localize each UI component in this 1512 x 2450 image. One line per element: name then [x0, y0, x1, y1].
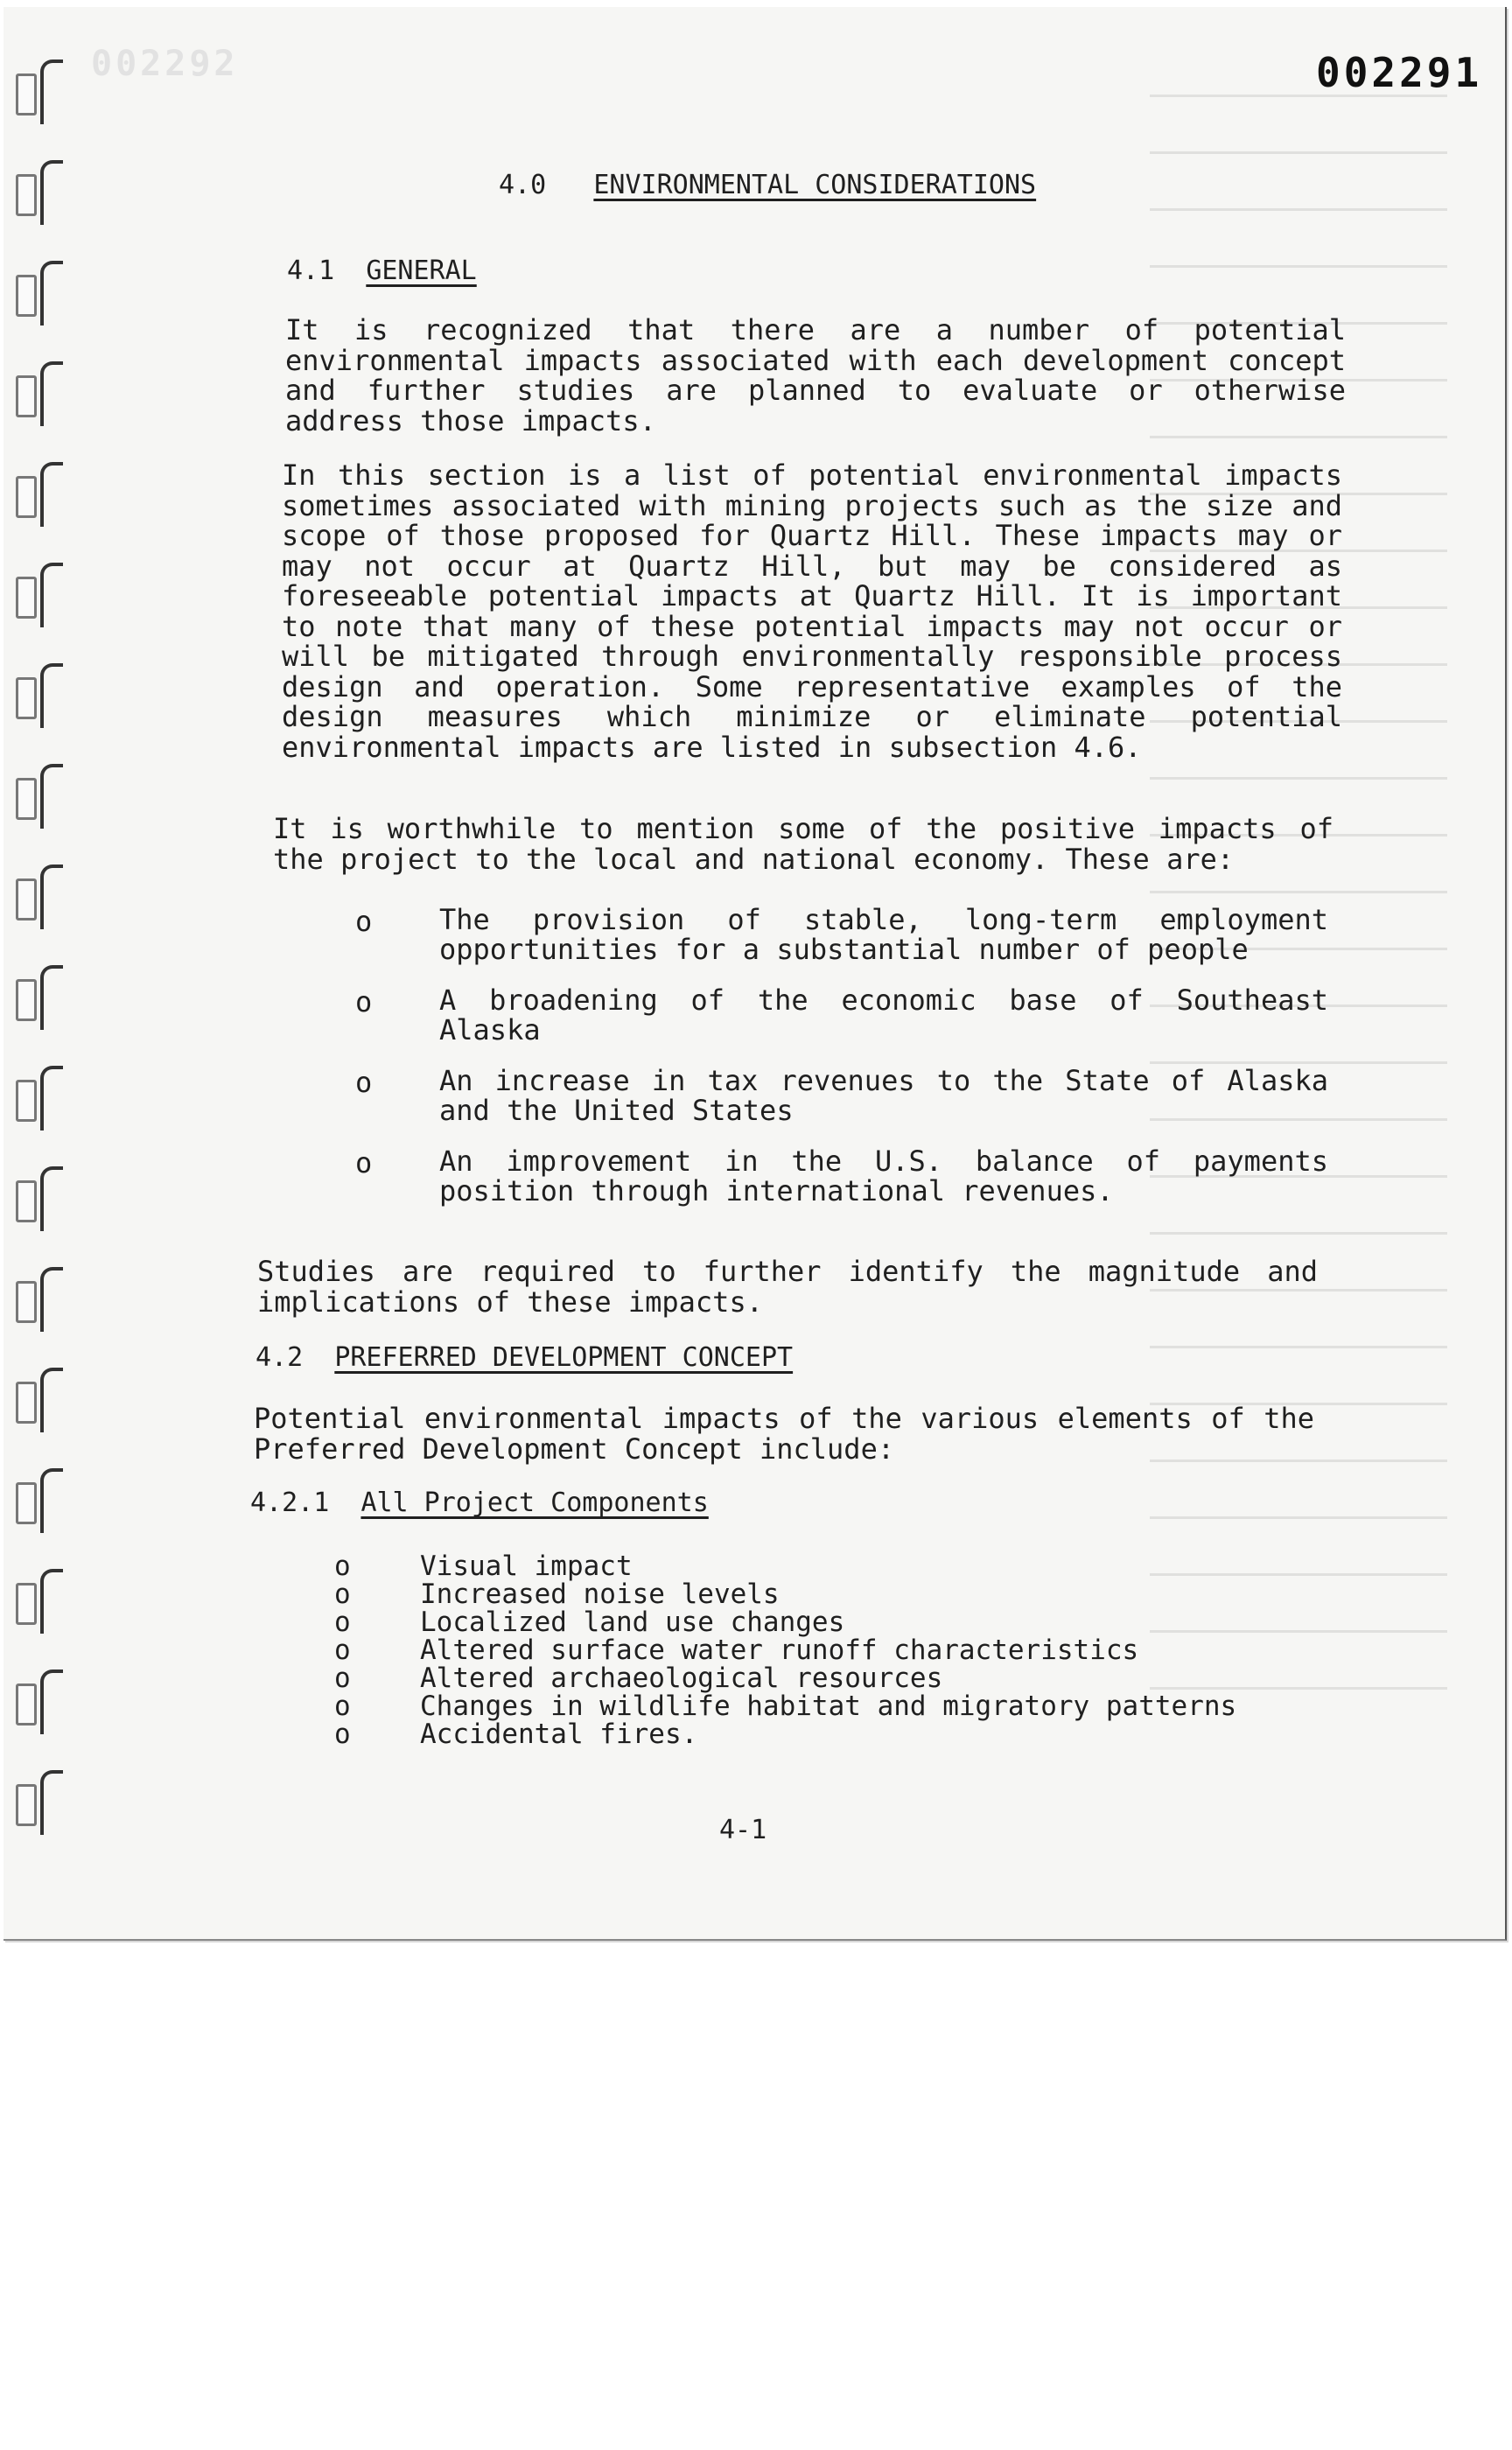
list-item-text: Increased noise levels — [420, 1578, 780, 1610]
section-title: All Project Components — [360, 1488, 709, 1518]
binding-ring-icon — [16, 1267, 68, 1320]
list-item-text: Changes in wildlife habitat and migratory patterns — [420, 1690, 1237, 1722]
list-item-text: Altered surface water runoff characteristics — [420, 1634, 1139, 1666]
bullet-marker: o — [355, 1146, 373, 1180]
faded-document-number: 002292 — [91, 44, 239, 84]
list-item — [355, 1066, 1328, 1125]
binding-ring-icon — [16, 563, 68, 615]
binding-ring-icon — [16, 1368, 68, 1420]
spiral-binding — [16, 60, 68, 1853]
bullet-marker: o — [334, 1550, 351, 1582]
document-number: 002291 — [1316, 49, 1483, 96]
list-item-text: An improvement in the U.S. balance of payments position through international revenues. — [439, 1144, 1328, 1208]
paragraph-positive-impacts: It is worthwhile to mention some of the positive impacts of the project to the local and national economy. These are: — [273, 812, 1334, 876]
bullet-marker: o — [355, 1066, 373, 1099]
paragraph-studies: Studies are required to further identify the magnitude and implications of these impacts. — [257, 1255, 1318, 1319]
page-number: 4-1 — [719, 1815, 767, 1845]
paragraph-potential-impacts: In this section is a list of potential environmental impacts sometimes associated with mining projects such as the size and scope of those proposed for Quartz Hill. These impacts may or may not occur at Quartz Hill, but may be considered as foreseeable potential impacts at Quartz Hill. It is important to note that many of these potential impacts may not occur or will be mitigated through environmentally responsible process design and operation. Some representative examples of the design measures which minimize or eliminate potential environmental impacts are listed in subsection 4.6. — [282, 458, 1342, 764]
bullet-marker: o — [355, 905, 373, 938]
bullet-marker: o — [334, 1718, 351, 1750]
binding-ring-icon — [16, 965, 68, 1018]
list-item-text: Localized land use changes — [420, 1606, 845, 1638]
list-item-text: The provision of stable, long-term employment opportunities for a substantial number of people — [439, 903, 1328, 966]
list-item-text: Visual impact — [420, 1550, 633, 1582]
bullet-marker: o — [355, 985, 373, 1018]
section-number: 4.0 — [499, 170, 547, 200]
list-item-text: Accidental fires. — [420, 1718, 698, 1750]
binding-ring-icon — [16, 1468, 68, 1521]
binding-ring-icon — [16, 462, 68, 514]
bullet-marker: o — [334, 1634, 351, 1666]
section-number: 4.2 — [256, 1342, 304, 1373]
binding-ring-icon — [16, 1670, 68, 1722]
binding-ring-icon — [16, 361, 68, 414]
list-item — [355, 1146, 1328, 1206]
bullet-marker: o — [334, 1578, 351, 1610]
binding-ring-icon — [16, 1569, 68, 1621]
paragraph-general-intro: It is recognized that there are a number of potential environmental impacts associated with each development concept and further studies are planned to evaluate or otherwise address those impacts. — [285, 313, 1346, 438]
bullet-marker: o — [334, 1606, 351, 1638]
bullet-marker: o — [334, 1690, 351, 1722]
section-title: GENERAL — [366, 256, 477, 286]
binding-ring-icon — [16, 160, 68, 213]
binding-ring-icon — [16, 261, 68, 313]
section-heading-4-1 — [287, 256, 477, 286]
page-title — [499, 170, 1036, 200]
binding-ring-icon — [16, 663, 68, 716]
list-item — [355, 905, 1328, 964]
binding-ring-icon — [16, 864, 68, 917]
binding-ring-icon — [16, 1066, 68, 1118]
list-item-text: An increase in tax revenues to the State of Alaska and the United States — [439, 1064, 1328, 1127]
section-heading-4-2 — [256, 1342, 793, 1373]
binding-ring-icon — [16, 60, 68, 112]
binding-ring-icon — [16, 1166, 68, 1219]
section-number: 4.1 — [287, 256, 335, 286]
section-title: PREFERRED DEVELOPMENT CONCEPT — [334, 1342, 794, 1373]
bullet-marker: o — [334, 1662, 351, 1694]
binding-ring-icon — [16, 764, 68, 816]
binding-ring-icon — [16, 1770, 68, 1823]
positive-impacts-list — [355, 905, 1328, 1227]
paragraph-preferred-concept: Potential environmental impacts of the various elements of the Preferred Development Concept include: — [254, 1402, 1314, 1466]
list-item-text: A broadening of the economic base of Southeast Alaska — [439, 984, 1328, 1046]
section-number: 4.2.1 — [250, 1488, 330, 1518]
scanned-page — [4, 7, 1507, 1941]
section-heading-4-2-1 — [250, 1488, 709, 1518]
list-item-text: Altered archaeological resources — [420, 1662, 943, 1694]
section-title: ENVIRONMENTAL CONSIDERATIONS — [593, 170, 1037, 200]
list-item — [355, 985, 1328, 1045]
